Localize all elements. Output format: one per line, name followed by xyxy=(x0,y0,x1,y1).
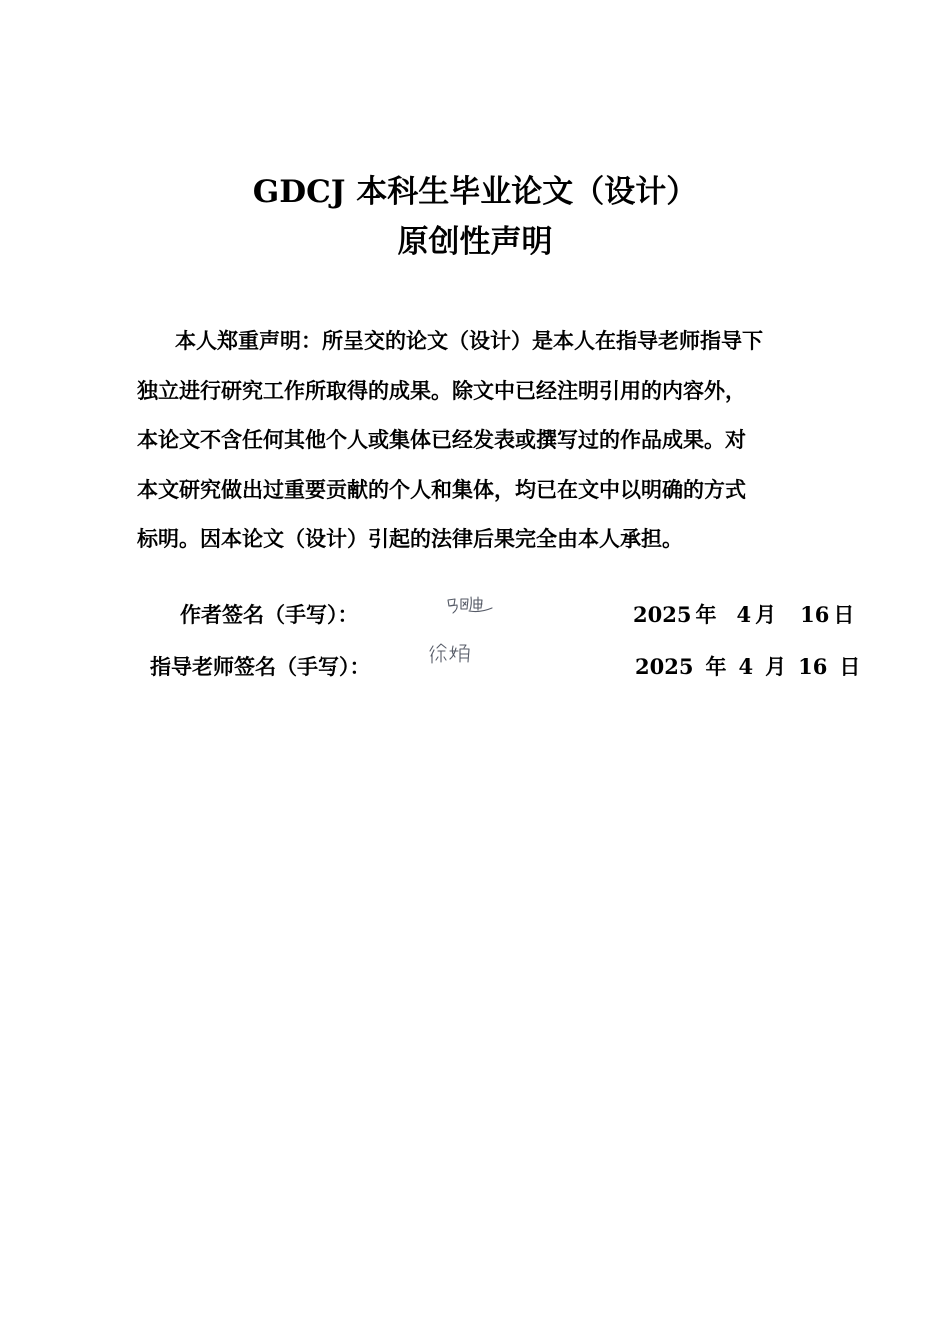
author-signature-label: 作者签名（手写）： xyxy=(180,602,359,627)
document-title: GDCJ 本科生毕业论文（设计） xyxy=(252,174,698,210)
date-year-unit: 年 xyxy=(695,602,717,627)
advisor-signature-date xyxy=(635,652,860,682)
date-month: 4 xyxy=(738,654,754,679)
author-signature-date xyxy=(633,600,854,630)
declaration-line: 本论文不含任何其他个人或集体已经发表或撰写过的作品成果。对 xyxy=(137,427,746,452)
date-month-unit: 月 xyxy=(755,602,777,627)
date-day-unit: 日 xyxy=(833,602,855,627)
declaration-line: 独立进行研究工作所取得的成果。除文中已经注明引用的内容外， xyxy=(137,378,746,403)
declaration-line: 本人郑重声明：所呈交的论文（设计）是本人在指导老师指导下 xyxy=(175,328,763,353)
date-day: 16 xyxy=(800,602,830,627)
declaration-line: 本文研究做出过重要贡献的个人和集体，均已在文中以明确的方式 xyxy=(137,477,746,502)
date-year-unit: 年 xyxy=(705,654,727,679)
date-year: 2025 xyxy=(635,654,694,679)
date-day: 16 xyxy=(798,654,828,679)
advisor-handwritten-signature xyxy=(428,642,474,668)
advisor-signature-label: 指导老师签名（手写）： xyxy=(150,654,371,679)
declaration-line: 标明。因本论文（设计）引起的法律后果完全由本人承担。 xyxy=(137,526,683,551)
date-month-unit: 月 xyxy=(765,654,787,679)
date-day-unit: 日 xyxy=(839,654,861,679)
author-handwritten-signature xyxy=(446,594,494,616)
date-month: 4 xyxy=(736,602,752,627)
document-subtitle: 原创性声明 xyxy=(397,224,553,260)
date-year: 2025 xyxy=(633,602,692,627)
